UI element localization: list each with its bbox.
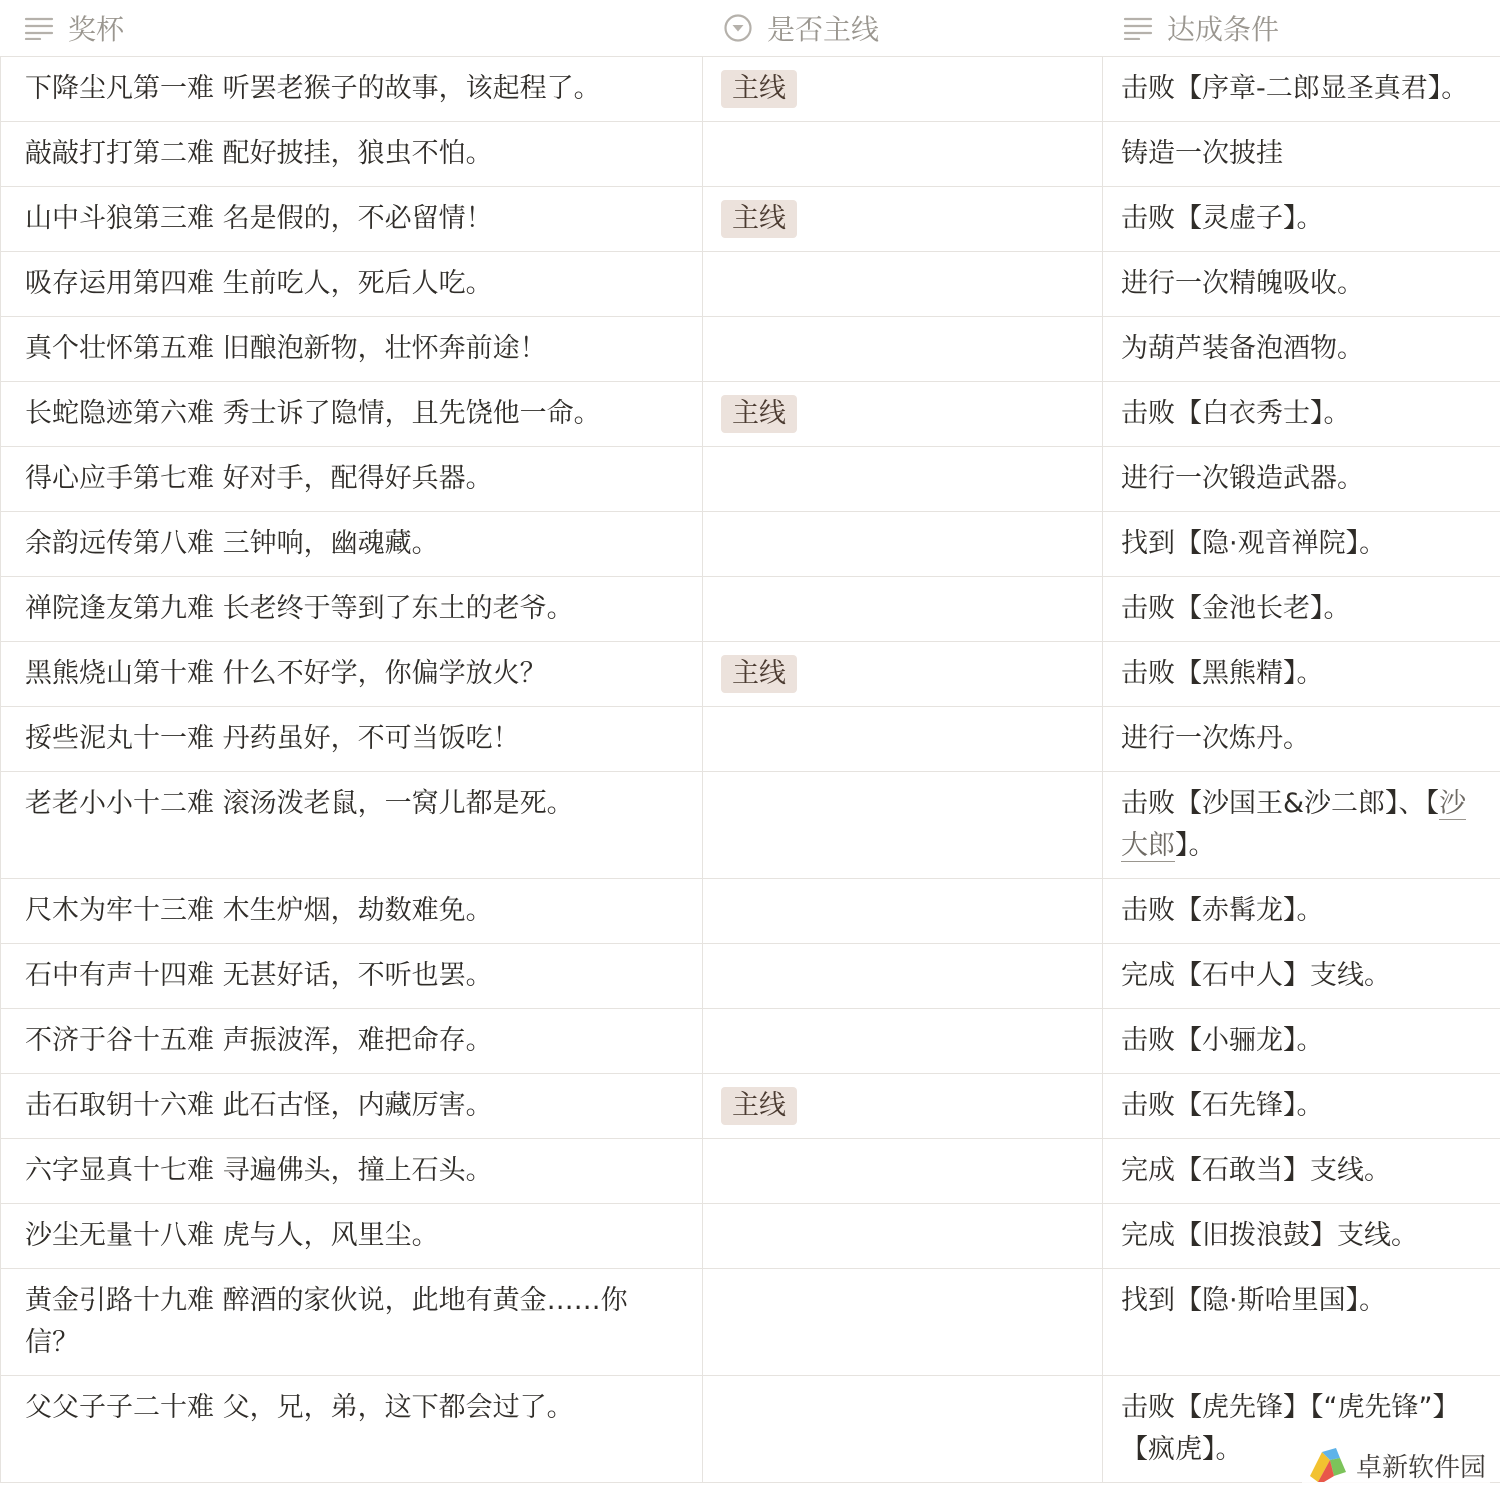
- mainline-tag: 主线: [721, 1087, 797, 1125]
- table-header: [0, 0, 1500, 57]
- table-row[interactable]: [0, 122, 1500, 187]
- condition-text: 击败【沙国王&沙二郎】、【: [1121, 788, 1440, 819]
- condition-cell[interactable]: 击败【白衣秀士】。: [1121, 398, 1351, 429]
- trophy-name-cell[interactable]: 下降尘凡第一难 听罢老猴子的故事，该起程了。: [0, 57, 703, 121]
- text-lines-icon: [1123, 16, 1153, 40]
- trophy-name-cell[interactable]: 长蛇隐迹第六难 秀士诉了隐情，且先饶他一命。: [0, 382, 703, 446]
- trophy-name-cell[interactable]: 老老小小十二难 滚汤泼老鼠，一窝儿都是死。: [0, 772, 703, 878]
- mainline-cell[interactable]: [703, 642, 1103, 706]
- mainline-cell[interactable]: [703, 1074, 1103, 1138]
- condition-cell[interactable]: 完成【石敢当】支线。: [1121, 1155, 1391, 1186]
- table-row[interactable]: [0, 57, 1500, 122]
- mainline-cell[interactable]: [703, 512, 1103, 576]
- table-row[interactable]: [0, 879, 1500, 944]
- watermark-text: 卓新软件园: [1355, 1452, 1486, 1483]
- trophy-name-cell[interactable]: 黄金引路十九难 醉酒的家伙说，此地有黄金……你信？: [0, 1269, 703, 1375]
- table-row[interactable]: [0, 382, 1500, 447]
- condition-cell[interactable]: 击败【赤髯龙】。: [1121, 895, 1324, 926]
- column-header-mainline[interactable]: [703, 0, 1103, 56]
- condition-text: 】。: [1175, 830, 1216, 861]
- condition-cell[interactable]: 击败【小骊龙】。: [1121, 1025, 1324, 1056]
- logo-icon: [1306, 1446, 1350, 1484]
- mainline-cell[interactable]: [703, 707, 1103, 771]
- watermark: [1302, 1444, 1490, 1486]
- table-row[interactable]: [0, 577, 1500, 642]
- mainline-cell[interactable]: [703, 879, 1103, 943]
- trophy-name-cell[interactable]: 石中有声十四难 无甚好话，不听也罢。: [0, 944, 703, 1008]
- condition-cell[interactable]: 找到【隐·观音禅院】。: [1121, 528, 1387, 559]
- mainline-cell[interactable]: [703, 944, 1103, 1008]
- condition-cell[interactable]: 完成【石中人】支线。: [1121, 960, 1391, 991]
- trophy-name-cell[interactable]: 得心应手第七难 好对手，配得好兵器。: [0, 447, 703, 511]
- table-row[interactable]: [0, 1139, 1500, 1204]
- mainline-cell[interactable]: [703, 57, 1103, 121]
- condition-cell[interactable]: 进行一次锻造武器。: [1121, 463, 1364, 494]
- column-header-condition[interactable]: [1103, 0, 1500, 56]
- condition-cell[interactable]: 找到【隐·斯哈里国】。: [1121, 1285, 1387, 1316]
- table-row[interactable]: [0, 317, 1500, 382]
- trophy-name-cell[interactable]: 禅院逢友第九难 长老终于等到了东土的老爷。: [0, 577, 703, 641]
- text-lines-icon: [24, 16, 54, 40]
- table-row[interactable]: [0, 1074, 1500, 1139]
- condition-cell[interactable]: 进行一次炼丹。: [1121, 723, 1310, 754]
- trophy-name-cell[interactable]: 挼些泥丸十一难 丹药虽好，不可当饭吃！: [0, 707, 703, 771]
- condition-cell[interactable]: 完成【旧拨浪鼓】支线。: [1121, 1220, 1418, 1251]
- column-header-label: 是否主线: [767, 13, 880, 46]
- condition-cell[interactable]: 击败【金池长老】。: [1121, 593, 1351, 624]
- mainline-cell[interactable]: [703, 1269, 1103, 1375]
- select-circle-icon: [723, 13, 753, 43]
- condition-cell[interactable]: [1103, 772, 1500, 878]
- table-row[interactable]: [0, 944, 1500, 1009]
- table-row[interactable]: [0, 1009, 1500, 1074]
- trophy-name-cell[interactable]: 真个壮怀第五难 旧酿泡新物，壮怀奔前途！: [0, 317, 703, 381]
- mainline-cell[interactable]: [703, 447, 1103, 511]
- condition-cell[interactable]: 铸造一次披挂: [1121, 138, 1283, 169]
- mainline-tag: 主线: [721, 200, 797, 238]
- mainline-cell[interactable]: [703, 317, 1103, 381]
- condition-cell[interactable]: 进行一次精魄吸收。: [1121, 268, 1364, 299]
- mainline-cell[interactable]: [703, 382, 1103, 446]
- condition-cell[interactable]: 击败【石先锋】。: [1121, 1090, 1324, 1121]
- trophy-name-cell[interactable]: 黑熊烧山第十难 什么不好学，你偏学放火？: [0, 642, 703, 706]
- table-row[interactable]: [0, 1376, 1500, 1483]
- table-row[interactable]: [0, 512, 1500, 577]
- condition-cell[interactable]: 击败【灵虚子】。: [1121, 203, 1324, 234]
- condition-cell[interactable]: 击败【黑熊精】。: [1121, 658, 1324, 689]
- trophy-name-cell[interactable]: 吸存运用第四难 生前吃人，死后人吃。: [0, 252, 703, 316]
- condition-cell[interactable]: 击败【序章-二郎显圣真君】。: [1121, 73, 1469, 104]
- condition-cell[interactable]: 为葫芦装备泡酒物。: [1121, 333, 1364, 364]
- table-body: [0, 57, 1500, 1483]
- trophy-name-cell[interactable]: 山中斗狼第三难 名是假的，不必留情！: [0, 187, 703, 251]
- column-header-label: 达成条件: [1167, 13, 1280, 46]
- mainline-cell[interactable]: [703, 1139, 1103, 1203]
- trophy-name-cell[interactable]: 不济于谷十五难 声振波浑，难把命存。: [0, 1009, 703, 1073]
- trophy-name-cell[interactable]: 击石取钥十六难 此石古怪，内藏厉害。: [0, 1074, 703, 1138]
- table-row[interactable]: [0, 252, 1500, 317]
- table-row[interactable]: [0, 1269, 1500, 1376]
- mainline-cell[interactable]: [703, 252, 1103, 316]
- table-row[interactable]: [0, 642, 1500, 707]
- table-row[interactable]: [0, 447, 1500, 512]
- mainline-cell[interactable]: [703, 1009, 1103, 1073]
- condition-link[interactable]: 沙大郎: [1121, 788, 1467, 861]
- mainline-cell[interactable]: [703, 772, 1103, 878]
- condition-cell[interactable]: 击败【虎先锋】【“虎先锋”】【疯虎】。: [1121, 1392, 1460, 1465]
- mainline-cell[interactable]: [703, 187, 1103, 251]
- table-row[interactable]: [0, 187, 1500, 252]
- column-header-label: 奖杯: [68, 13, 125, 46]
- trophy-name-cell[interactable]: 六字显真十七难 寻遍佛头，撞上石头。: [0, 1139, 703, 1203]
- table-row[interactable]: [0, 772, 1500, 879]
- trophy-name-cell[interactable]: 父父子子二十难 父，兄，弟，这下都会过了。: [0, 1376, 703, 1482]
- table-row[interactable]: [0, 1204, 1500, 1269]
- trophy-name-cell[interactable]: 尺木为牢十三难 木生炉烟，劫数难免。: [0, 879, 703, 943]
- mainline-cell[interactable]: [703, 577, 1103, 641]
- trophy-name-cell[interactable]: 沙尘无量十八难 虎与人，风里尘。: [0, 1204, 703, 1268]
- mainline-cell[interactable]: [703, 1204, 1103, 1268]
- mainline-tag: 主线: [721, 70, 797, 108]
- table-row[interactable]: [0, 707, 1500, 772]
- column-header-trophy[interactable]: [0, 0, 703, 56]
- mainline-tag: 主线: [721, 395, 797, 433]
- trophy-name-cell[interactable]: 余韵远传第八难 三钟响，幽魂藏。: [0, 512, 703, 576]
- mainline-tag: 主线: [721, 655, 797, 693]
- trophy-name-cell[interactable]: 敲敲打打第二难 配好披挂，狼虫不怕。: [0, 122, 703, 186]
- mainline-cell[interactable]: [703, 122, 1103, 186]
- mainline-cell[interactable]: [703, 1376, 1103, 1482]
